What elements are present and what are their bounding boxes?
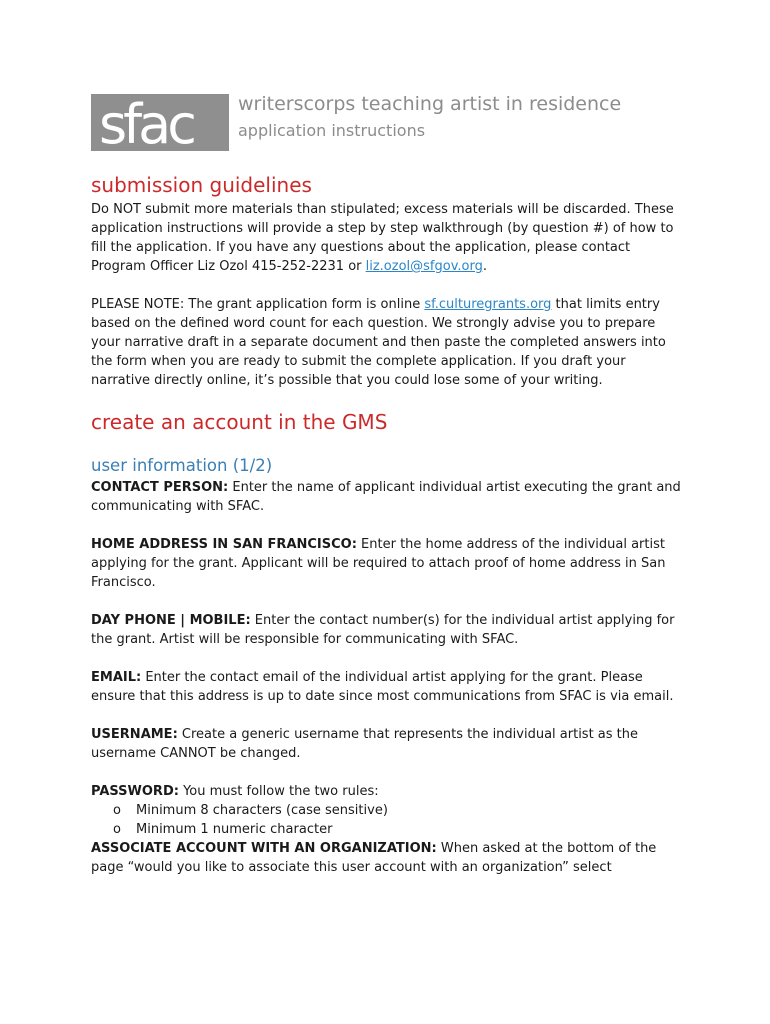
field-contact-person: [91, 478, 686, 516]
user-info-subheading: user information (1/2): [91, 456, 273, 475]
field-email: [91, 668, 686, 706]
field-text: When asked at the bottom of the page “would you like to associate this user account with an organization” select: [91, 841, 657, 875]
document-title: writerscorps teaching artist in residence: [238, 93, 622, 115]
field-text: Enter the home address of the individual artist applying for the grant. Applicant will be required to attach proof of home address in San Francisco.: [91, 537, 666, 590]
submission-paragraph-1: [91, 200, 686, 276]
submission-heading: submission guidelines: [91, 173, 312, 197]
culturegrants-link[interactable]: sf.culturegrants.org: [424, 297, 552, 312]
field-label: CONTACT PERSON:: [91, 480, 229, 495]
document-subtitle: application instructions: [238, 121, 426, 140]
password-rules-list: [91, 801, 686, 839]
field-text: Create a generic username that represents the individual artist as the username CANNOT be changed.: [91, 727, 639, 761]
bullet-marker: o: [113, 803, 121, 818]
field-day-phone: [91, 611, 686, 649]
field-label: PASSWORD:: [91, 784, 179, 799]
submission-p1-text: Do NOT submit more materials than stipulated; excess materials will be discarded. These application instructions will provide a step by step walkthrough (by question #) of how to fill the application. If you have any questions about the application, please contact Program Officer Liz Ozol 415-252-2231 or: [91, 202, 674, 274]
submission-p2-start: PLEASE NOTE: The grant application form is online: [91, 297, 425, 312]
field-password: [91, 782, 686, 801]
submission-p1-end: .: [482, 259, 487, 274]
submission-paragraph-2: [91, 295, 686, 390]
field-associate-account: [91, 839, 686, 877]
field-text: Enter the contact email of the individual artist applying for the grant. Please ensure that this address is up to date since most communications from SFAC is via email.: [91, 670, 674, 704]
email-link[interactable]: liz.ozol@sfgov.org: [365, 259, 483, 274]
account-heading: create an account in the GMS: [91, 410, 388, 434]
list-item: [113, 820, 686, 839]
submission-p2-text: that limits entry based on the defined word count for each question. We strongly advise you to prepare your narrative draft in a separate document and then paste the completed answers into the form when you are ready to submit the complete application. If you draft your narrative directly online, it’s possible that you could lose some of your writing.: [91, 297, 666, 388]
sfac-logo-text: sfac: [99, 94, 193, 151]
field-username: [91, 725, 686, 763]
field-text: You must follow the two rules:: [178, 784, 379, 799]
list-item: [113, 801, 686, 820]
field-label: ASSOCIATE ACCOUNT WITH AN ORGANIZATION:: [91, 841, 437, 856]
field-text: Enter the name of applicant individual artist executing the grant and communicating with SFAC.: [91, 480, 681, 514]
bullet-marker: o: [113, 822, 121, 837]
sfac-logo: [91, 94, 229, 151]
field-label: USERNAME:: [91, 727, 178, 742]
field-label: EMAIL:: [91, 670, 142, 685]
field-label: DAY PHONE | MOBILE:: [91, 613, 251, 628]
document-header: [91, 94, 691, 154]
rule-text: Minimum 1 numeric character: [136, 822, 333, 837]
field-text: Enter the contact number(s) for the individual artist applying for the grant. Artist will be responsible for communicating with SFAC.: [91, 613, 675, 647]
rule-text: Minimum 8 characters (case sensitive): [136, 803, 388, 818]
field-home-address: [91, 535, 686, 592]
document-body: [91, 170, 686, 877]
field-label: HOME ADDRESS IN SAN FRANCISCO:: [91, 537, 357, 552]
